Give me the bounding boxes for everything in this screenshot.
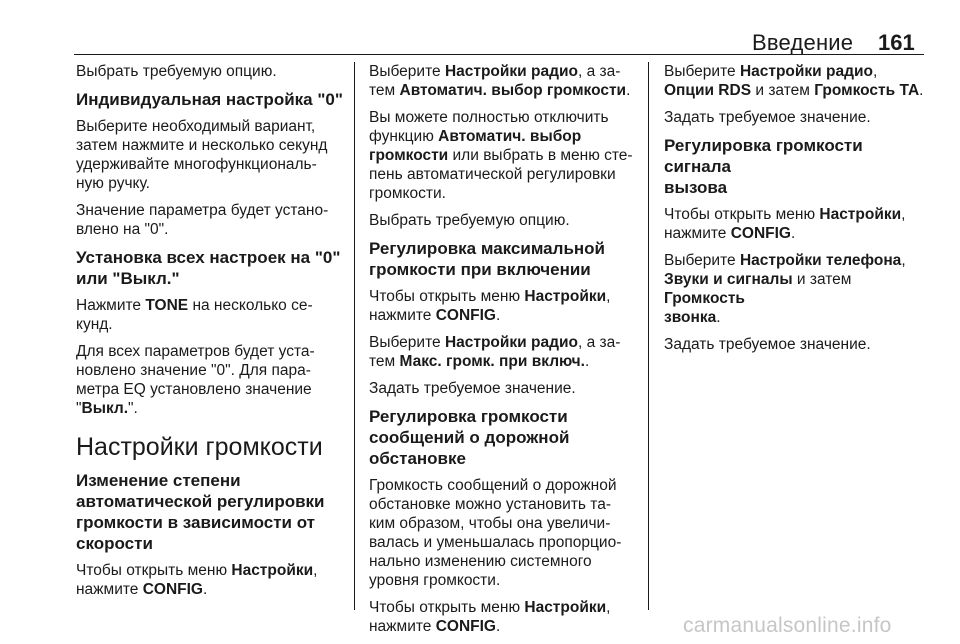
column-2: [369, 62, 641, 644]
keyword-off: Выкл.: [81, 400, 129, 417]
paragraph: Задать требуемое значение.: [664, 336, 871, 353]
column-1: [76, 62, 348, 607]
paragraph: Чтобы открыть меню Настройки, нажмите CONFIG.: [369, 599, 611, 635]
heading-traffic-volume: Регулировка громкости сообщений о дорожной обстановке: [369, 407, 570, 468]
keyword-settings: Настройки: [231, 562, 314, 579]
heading-max-volume: Регулировка максимальной громкости при включении: [369, 239, 605, 279]
paragraph: Задать требуемое значение.: [664, 109, 871, 126]
column-3: [664, 62, 926, 362]
keyword-tone: TONE: [145, 297, 189, 314]
keyword-config: CONFIG: [142, 581, 203, 598]
section-title-volume-settings: Настройки громкости: [76, 433, 323, 461]
paragraph: Выберите Настройки радио, а за- тем Автоматич. выбор громкости.: [369, 63, 631, 99]
page-number: 161: [878, 30, 915, 55]
watermark: carmanualsonline.info: [683, 614, 892, 637]
paragraph: Нажмите TONE на несколько се- кунд.: [76, 297, 313, 333]
paragraph: Выберите Настройки телефона, Звуки и сигналы и затем Громкость звонка.: [664, 252, 906, 326]
paragraph: Чтобы открыть меню Настройки, нажмите CONFIG.: [369, 288, 611, 324]
paragraph: Выберите необходимый вариант, затем нажмите и несколько секунд удерживайте многофункциональ- ную ручку.: [76, 118, 328, 192]
paragraph: Выберите Настройки радио, а за- тем Макс. громк. при включ..: [369, 334, 621, 370]
paragraph: Для всех параметров будет уста- новлено значение "0". Для пара- метра EQ установлено значение "Выкл.".: [76, 343, 315, 417]
column-divider-2: [648, 62, 649, 610]
header-title: Введение: [752, 30, 854, 55]
paragraph: Задать требуемое значение.: [369, 380, 576, 397]
column-divider-1: [354, 62, 355, 610]
paragraph: Значение параметра будет устано- влено на "0".: [76, 202, 329, 238]
header-rule: [74, 54, 924, 55]
paragraph: Вы можете полностью отключить функцию Автоматич. выбор громкости или выбрать в меню сте- пень автоматической регулировки громкости.: [369, 109, 633, 202]
paragraph: Выбрать требуемую опцию.: [76, 63, 277, 80]
heading-individual-setting: Индивидуальная настройка "0": [76, 90, 343, 109]
heading-ring-volume: Регулировка громкости сигнала вызова: [664, 136, 863, 197]
heading-speed-volume: Изменение степени автоматической регулировки громкости в зависимости от скорости: [76, 471, 325, 553]
heading-reset-all: Установка всех настроек на "0" или "Выкл.": [76, 248, 341, 288]
paragraph: Чтобы открыть меню Настройки, нажмите CONFIG.: [664, 206, 906, 242]
paragraph: Громкость сообщений о дорожной обстановке можно установить та- ким образом, чтобы она увеличи- валась и уменьшалась пропорцио- нально изменению системного уровня громкости.: [369, 477, 622, 589]
paragraph: Выбрать требуемую опцию.: [369, 212, 570, 229]
paragraph: Выберите Настройки радио, Опции RDS и затем Громкость ТА.: [664, 63, 924, 99]
paragraph: Чтобы открыть меню Настройки, нажмите CONFIG.: [76, 562, 318, 598]
